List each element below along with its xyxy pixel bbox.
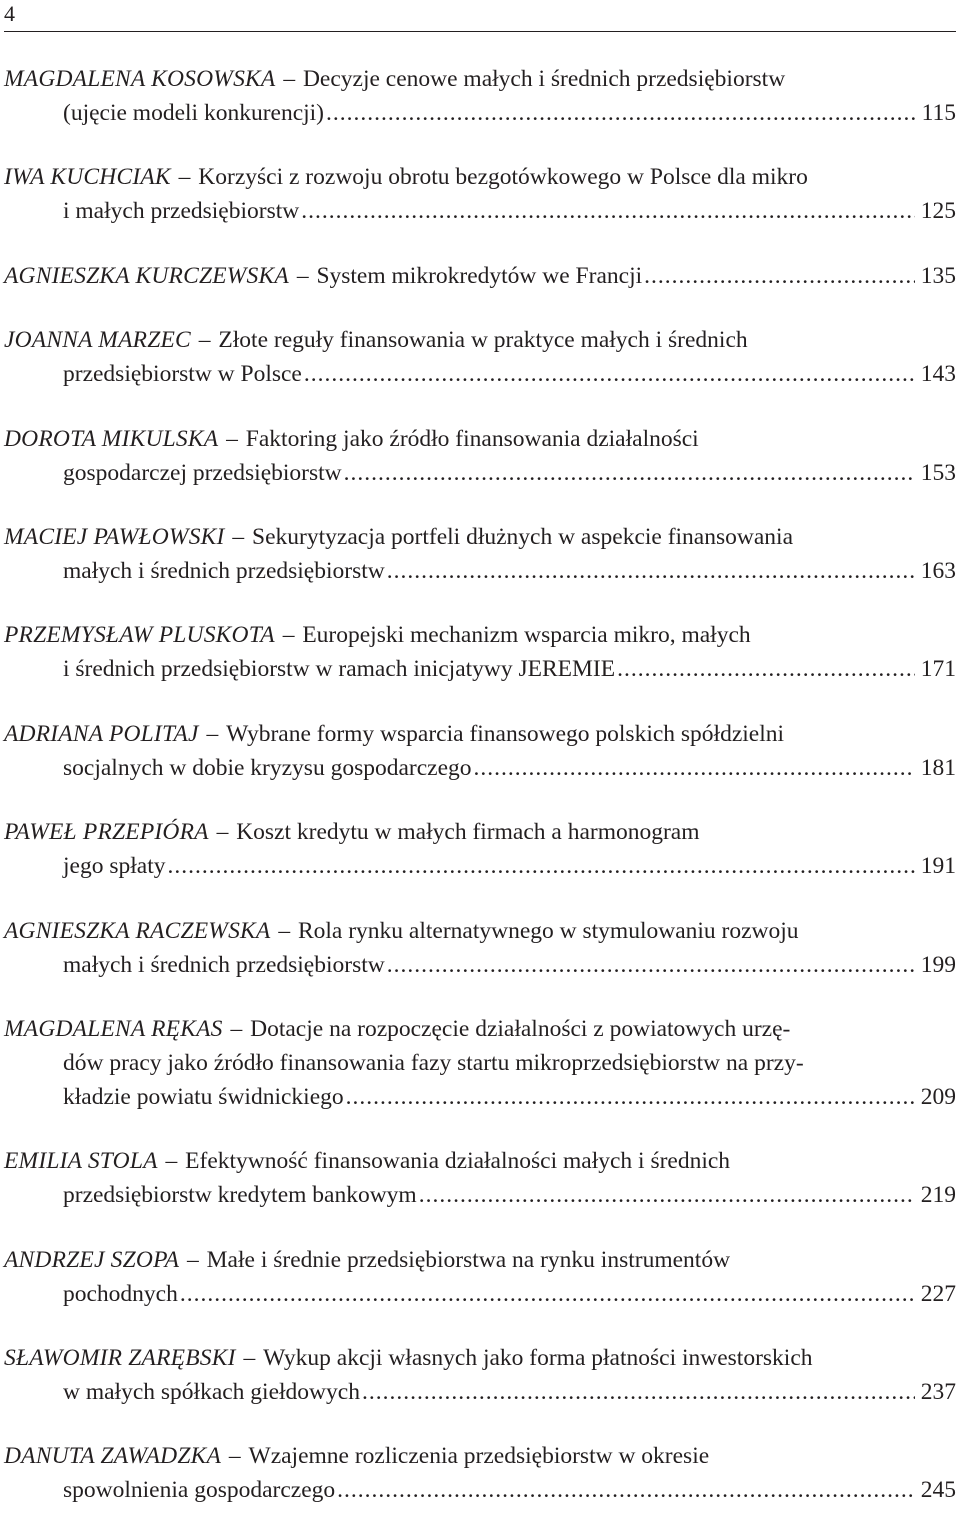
toc-entry-head	[4, 259, 642, 293]
toc-dash: –	[172, 164, 197, 191]
toc-entry	[4, 422, 956, 490]
toc-entry	[4, 717, 956, 785]
toc-title-line: Wzajemne rozliczenia przedsiębiorstw w okresie	[248, 1443, 710, 1470]
toc-author: MACIEJ PAWŁOWSKI	[4, 523, 225, 550]
toc-entry-last-line	[63, 1375, 956, 1409]
toc-entry-last-line	[4, 259, 956, 293]
toc-author: PAWEŁ PRZEPIÓRA	[4, 819, 209, 846]
toc-entry-first-line	[4, 1012, 956, 1046]
toc-page-number: 237	[920, 1379, 956, 1406]
toc-entry-first-line	[4, 520, 956, 554]
toc-entry-first-line	[4, 1144, 956, 1178]
toc-title-line: Sekurytyzacja portfeli dłużnych w aspekcie finansowania	[252, 523, 793, 550]
toc-entry-last-line	[63, 554, 956, 588]
toc-entry-first-line	[4, 717, 956, 751]
toc-entry-last-line	[63, 1080, 956, 1114]
toc-entry-first-line	[4, 618, 956, 652]
toc-entry	[4, 1341, 956, 1409]
toc-page-number: 143	[920, 361, 956, 388]
toc-author: ANDRZEJ SZOPA	[4, 1246, 180, 1273]
toc-entry	[4, 914, 956, 982]
toc-dash: –	[226, 523, 251, 550]
toc-entry-first-line	[4, 62, 956, 96]
toc-title-tail: jego spłaty	[63, 853, 166, 880]
toc-title-tail: małych i średnich przedsiębiorstw	[63, 557, 385, 584]
toc-author: AGNIESZKA RACZEWSKA	[4, 917, 271, 944]
toc-page-number: 191	[920, 853, 956, 880]
toc-entry-first-line	[4, 1243, 956, 1277]
toc-title-line: Decyzje cenowe małych i średnich przedsiębiorstw	[302, 66, 786, 92]
toc-title-line: Europejski mechanizm wsparcia mikro, małych	[302, 622, 751, 649]
toc-dash: –	[192, 327, 217, 354]
dot-leader	[301, 194, 915, 228]
toc-page-number: 153	[920, 459, 956, 486]
toc-title-tail: przedsiębiorstw kredytem bankowym	[63, 1182, 417, 1209]
toc-page-number: 171	[920, 656, 956, 683]
toc-author: PRZEMYSŁAW PLUSKOTA	[4, 622, 275, 649]
toc-title-line: Wykup akcji własnych jako forma płatności inwestorskich	[263, 1345, 813, 1372]
page-number: 4	[4, 1, 15, 26]
toc-author: JOANNA MARZEC	[4, 327, 191, 354]
toc-page-number: 209	[920, 1083, 956, 1110]
toc-title-tail: spowolnienia gospodarczego	[63, 1477, 336, 1504]
toc-entry	[4, 1144, 956, 1212]
toc-title-line: Małe i średnie przedsiębiorstwa na rynku instrumentów	[206, 1246, 731, 1273]
dot-leader	[387, 948, 915, 982]
toc-title-line: Koszt kredytu w małych firmach a harmonogram	[236, 819, 700, 846]
toc-entry-last-line	[63, 194, 956, 228]
toc-title-line: dów pracy jako źródło finansowania fazy startu mikroprzedsiębiorstw na przy-	[63, 1049, 804, 1076]
toc-entry-last-line	[63, 849, 956, 883]
toc-entry	[4, 1243, 956, 1311]
dot-leader	[167, 849, 914, 883]
toc-dash: –	[210, 819, 235, 846]
toc-entry-last-line	[63, 96, 956, 130]
table-of-contents	[4, 62, 956, 1538]
dot-leader	[474, 751, 915, 785]
toc-author: DANUTA ZAWADZKA	[4, 1443, 222, 1470]
toc-entry-last-line	[63, 652, 956, 686]
toc-dash: –	[237, 1345, 262, 1372]
toc-title-line: Efektywność finansowania działalności małych i średnich	[185, 1148, 731, 1175]
toc-title-line: Korzyści z rozwoju obrotu bezgotówkowego w Polsce dla mikro	[198, 164, 808, 191]
toc-page-number: 115	[921, 100, 956, 126]
toc-entry-last-line	[63, 456, 956, 490]
toc-entry-last-line	[63, 1473, 956, 1507]
toc-entry	[4, 815, 956, 883]
toc-title-tail: i małych przedsiębiorstw	[63, 198, 300, 225]
toc-author: IWA KUCHCIAK	[4, 164, 171, 191]
toc-dash: –	[277, 66, 301, 92]
toc-title-tail: pochodnych	[63, 1280, 178, 1307]
toc-title-line: Rola rynku alternatywnego w stymulowaniu rozwoju	[297, 917, 799, 944]
toc-entry-first-line	[4, 323, 956, 357]
toc-page-number: 135	[920, 262, 956, 289]
dot-leader	[387, 554, 915, 588]
dot-leader	[180, 1277, 915, 1311]
toc-dash: –	[290, 262, 315, 289]
dot-leader	[346, 1080, 915, 1114]
toc-entry-first-line	[4, 1439, 956, 1473]
toc-entry-first-line	[4, 815, 956, 849]
toc-page-number: 219	[920, 1182, 956, 1209]
toc-entry	[4, 259, 956, 293]
toc-page-number: 163	[920, 557, 956, 584]
toc-entry-first-line	[4, 160, 956, 194]
toc-dash: –	[272, 917, 296, 944]
dot-leader	[644, 259, 915, 293]
toc-entry-last-line	[63, 751, 956, 785]
toc-title-tail: i średnich przedsiębiorstw w ramach inicjatywy JEREMIE	[63, 656, 616, 683]
toc-title-line: Wybrane formy wsparcia finansowego polskich spółdzielni	[226, 720, 785, 747]
toc-dash: –	[159, 1148, 184, 1175]
toc-entry	[4, 1439, 956, 1507]
toc-entry-last-line	[63, 948, 956, 982]
toc-author: SŁAWOMIR ZARĘBSKI	[4, 1345, 236, 1372]
toc-title-tail: kładzie powiatu świdnickiego	[63, 1083, 344, 1110]
toc-dash: –	[220, 425, 244, 452]
toc-title-tail: socjalnych w dobie kryzysu gospodarczego	[63, 754, 472, 781]
dot-leader	[344, 456, 915, 490]
toc-entry	[4, 323, 956, 391]
toc-author: MAGDALENA RĘKAS	[4, 1015, 223, 1042]
toc-page-number: 227	[920, 1280, 956, 1307]
toc-dash: –	[181, 1246, 205, 1273]
toc-author: AGNIESZKA KURCZEWSKA	[4, 262, 289, 289]
dot-leader	[326, 96, 916, 130]
toc-entry-first-line	[4, 1341, 956, 1375]
toc-page-number: 245	[920, 1477, 956, 1504]
dot-leader	[337, 1473, 915, 1507]
toc-entry	[4, 160, 956, 228]
toc-entry	[4, 618, 956, 686]
toc-title-tail: (ujęcie modeli konkurencji)	[63, 100, 325, 126]
toc-page-number: 125	[920, 198, 956, 225]
toc-dash: –	[223, 1443, 247, 1470]
toc-entry-last-line	[63, 357, 956, 391]
toc-entry	[4, 520, 956, 588]
toc-title-tail: małych i średnich przedsiębiorstw	[63, 951, 385, 978]
toc-title-tail: w małych spółkach giełdowych	[63, 1379, 360, 1406]
toc-dash: –	[200, 720, 225, 747]
toc-entry-first-line	[4, 914, 956, 948]
toc-title-line: Faktoring jako źródło finansowania działalności	[245, 425, 699, 452]
toc-entry-first-line	[4, 422, 956, 456]
toc-title-tail: System mikrokredytów we Francji	[316, 262, 643, 289]
dot-leader	[304, 357, 915, 391]
toc-title-line: Złote reguły finansowania w praktyce małych i średnich	[218, 327, 748, 354]
toc-entry	[4, 1012, 956, 1114]
toc-entry	[4, 62, 956, 130]
toc-author: EMILIA STOLA	[4, 1148, 158, 1175]
toc-dash: –	[276, 622, 301, 649]
dot-leader	[362, 1375, 915, 1409]
header-rule	[4, 31, 956, 32]
dot-leader	[617, 652, 915, 686]
toc-title-tail: przedsiębiorstw w Polsce	[63, 361, 302, 388]
toc-title-tail: gospodarczej przedsiębiorstw	[63, 459, 342, 486]
dot-leader	[419, 1178, 915, 1212]
toc-entry-last-line	[63, 1277, 956, 1311]
toc-dash: –	[224, 1015, 249, 1042]
toc-page-number: 199	[920, 951, 956, 978]
toc-page-number: 181	[920, 754, 956, 781]
toc-title-line: Dotacje na rozpoczęcie działalności z powiatowych urzę-	[250, 1015, 791, 1042]
toc-author: MAGDALENA KOSOWSKA	[4, 66, 276, 92]
toc-author: DOROTA MIKULSKA	[4, 425, 219, 452]
toc-entry-last-line	[63, 1178, 956, 1212]
toc-author: ADRIANA POLITAJ	[4, 720, 199, 747]
